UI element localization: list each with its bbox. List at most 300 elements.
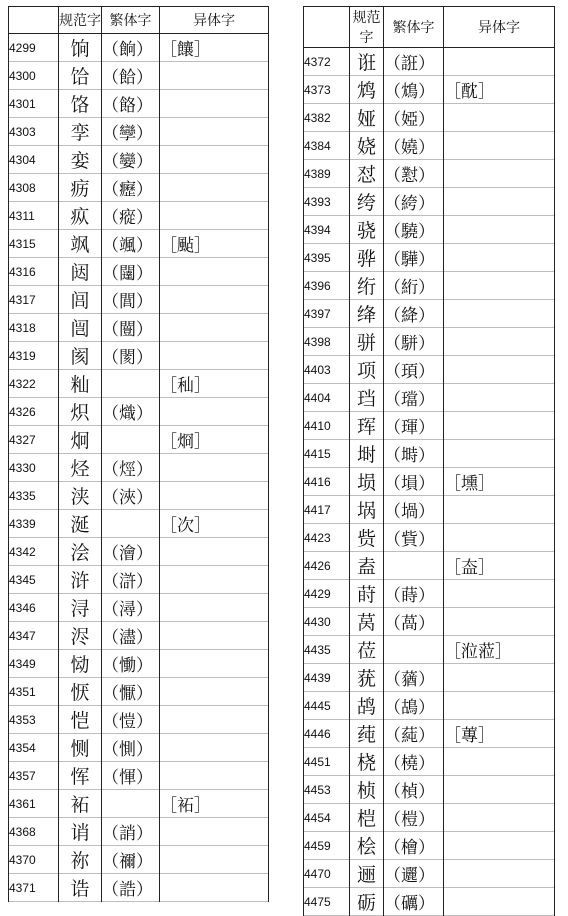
variant-char: [444, 412, 555, 440]
standard-char: 恻: [59, 734, 102, 762]
char-code: 4349: [9, 650, 59, 678]
traditional-char: （閡）: [102, 342, 160, 370]
variant-char: [160, 566, 269, 594]
char-code: 4459: [304, 832, 350, 860]
variant-char: [444, 300, 555, 328]
standard-char: 珲: [350, 412, 384, 440]
right-char-table: [303, 6, 555, 916]
traditional-char: （蒓）: [384, 720, 444, 748]
traditional-char: （慟）: [102, 650, 160, 678]
char-code: 4327: [9, 426, 59, 454]
traditional-char: （濜）: [102, 622, 160, 650]
standard-char: 飒: [59, 230, 102, 258]
char-code: 4301: [9, 90, 59, 118]
standard-char: 项: [350, 356, 384, 384]
variant-char: [160, 146, 269, 174]
char-code: 4311: [9, 202, 59, 230]
traditional-char: （誑）: [384, 48, 444, 76]
traditional-char: （堝）: [384, 496, 444, 524]
traditional-char: （餎）: [102, 90, 160, 118]
header-standard: 规范字: [350, 7, 384, 48]
standard-char: 闿: [59, 314, 102, 342]
traditional-char: （絎）: [384, 272, 444, 300]
traditional-char: [384, 636, 444, 664]
char-code: 4373: [304, 76, 350, 104]
traditional-char: （閭）: [102, 286, 160, 314]
variant-char: ［秈］: [160, 370, 269, 398]
char-code: 4342: [9, 538, 59, 566]
standard-char: 珰: [350, 384, 384, 412]
table-row: [304, 832, 555, 860]
table-row: [304, 804, 555, 832]
char-code: 4445: [304, 692, 350, 720]
variant-char: [160, 174, 269, 202]
traditional-char: （頊）: [384, 356, 444, 384]
traditional-char: （橈）: [384, 748, 444, 776]
traditional-char: （懟）: [384, 160, 444, 188]
char-code: 4357: [9, 762, 59, 790]
char-code: 4382: [304, 104, 350, 132]
standard-char: 恸: [59, 650, 102, 678]
variant-char: [160, 62, 269, 90]
standard-char: 莳: [350, 580, 384, 608]
standard-char: 埘: [350, 440, 384, 468]
traditional-char: （塒）: [384, 440, 444, 468]
table-row: [9, 230, 269, 258]
traditional-char: （惲）: [102, 762, 160, 790]
standard-char: 怼: [350, 160, 384, 188]
table-row: [304, 188, 555, 216]
table-row: [9, 790, 269, 818]
table-row: [9, 398, 269, 426]
standard-char: 绗: [350, 272, 384, 300]
header-traditional: 繁体字: [102, 7, 160, 34]
header-row: [9, 7, 269, 34]
variant-char: [444, 776, 555, 804]
traditional-char: （蒔）: [384, 580, 444, 608]
standard-char: 疭: [59, 202, 102, 230]
traditional-char: （癧）: [102, 174, 160, 202]
char-code: 4304: [9, 146, 59, 174]
variant-char: [444, 272, 555, 300]
standard-char: 阂: [59, 342, 102, 370]
standard-char: 恽: [59, 762, 102, 790]
variant-char: [160, 538, 269, 566]
char-code: 4322: [9, 370, 59, 398]
table-row: [9, 566, 269, 594]
traditional-char: （餄）: [102, 62, 160, 90]
traditional-char: （驊）: [384, 244, 444, 272]
variant-char: [444, 804, 555, 832]
table-row: [9, 538, 269, 566]
standard-char: 绔: [350, 188, 384, 216]
char-code: 4430: [304, 608, 350, 636]
variant-char: [160, 650, 269, 678]
table-row: [9, 846, 269, 874]
char-code: 4426: [304, 552, 350, 580]
char-code: 4316: [9, 258, 59, 286]
char-code: 4370: [9, 846, 59, 874]
header-code: [304, 7, 350, 48]
standard-char: 桤: [350, 804, 384, 832]
table-row: [304, 300, 555, 328]
table-row: [9, 146, 269, 174]
standard-char: 浒: [59, 566, 102, 594]
standard-char: 莸: [350, 664, 384, 692]
table-row: [304, 440, 555, 468]
table-row: [9, 286, 269, 314]
char-code: 4351: [9, 678, 59, 706]
traditional-char: （誚）: [102, 818, 160, 846]
traditional-char: （滸）: [102, 566, 160, 594]
traditional-char: （檜）: [384, 832, 444, 860]
traditional-char: （駢）: [384, 328, 444, 356]
variant-char: [160, 286, 269, 314]
standard-char: 饹: [59, 90, 102, 118]
table-row: [304, 104, 555, 132]
variant-char: [160, 482, 269, 510]
traditional-char: （孌）: [102, 146, 160, 174]
standard-char: 祢: [59, 846, 102, 874]
char-code: 4353: [9, 706, 59, 734]
traditional-char: （琿）: [384, 412, 444, 440]
char-code: 4345: [9, 566, 59, 594]
char-code: 4326: [9, 398, 59, 426]
variant-char: [160, 818, 269, 846]
table-row: [304, 384, 555, 412]
variant-char: [444, 244, 555, 272]
table-row: [9, 258, 269, 286]
traditional-char: （蕕）: [384, 664, 444, 692]
traditional-char: （貲）: [384, 524, 444, 552]
traditional-char: （鴆）: [384, 76, 444, 104]
standard-char: 诮: [59, 818, 102, 846]
char-code: 4318: [9, 314, 59, 342]
table-row: [304, 412, 555, 440]
traditional-char: （榿）: [384, 804, 444, 832]
standard-char: 桧: [350, 832, 384, 860]
standard-char: 袥: [59, 790, 102, 818]
char-code: 4416: [304, 468, 350, 496]
traditional-char: （驍）: [384, 216, 444, 244]
right-table-body: [304, 48, 555, 916]
table-row: [9, 174, 269, 202]
traditional-char: （嬈）: [384, 132, 444, 160]
table-row: [304, 692, 555, 720]
char-code: 4361: [9, 790, 59, 818]
variant-char: [444, 104, 555, 132]
variant-char: [160, 342, 269, 370]
variant-char: [160, 118, 269, 146]
char-code: 4397: [304, 300, 350, 328]
standard-char: 烃: [59, 454, 102, 482]
table-row: [9, 342, 269, 370]
standard-char: 诳: [350, 48, 384, 76]
standard-char: 娅: [350, 104, 384, 132]
variant-char: [444, 440, 555, 468]
variant-char: [444, 188, 555, 216]
table-row: [9, 594, 269, 622]
variant-char: ［颭］: [160, 230, 269, 258]
traditional-char: [102, 370, 160, 398]
char-code: 4315: [9, 230, 59, 258]
standard-char: 莅: [350, 636, 384, 664]
standard-char: 疬: [59, 174, 102, 202]
variant-char: ［酖］: [444, 76, 555, 104]
standard-char: 浍: [59, 538, 102, 566]
table-row: [9, 622, 269, 650]
char-code: 4346: [9, 594, 59, 622]
char-code: 4453: [304, 776, 350, 804]
table-row: [304, 860, 555, 888]
table-row: [9, 874, 269, 902]
variant-char: [444, 832, 555, 860]
standard-char: 逦: [350, 860, 384, 888]
variant-char: [160, 594, 269, 622]
variant-char: [444, 496, 555, 524]
char-code: 4394: [304, 216, 350, 244]
char-code: 4429: [304, 580, 350, 608]
standard-char: 孪: [59, 118, 102, 146]
standard-char: 浕: [59, 622, 102, 650]
traditional-char: （懨）: [102, 678, 160, 706]
traditional-char: （禰）: [102, 846, 160, 874]
traditional-char: （潯）: [102, 594, 160, 622]
char-code: 4395: [304, 244, 350, 272]
char-code: 4423: [304, 524, 350, 552]
traditional-char: （婭）: [384, 104, 444, 132]
table-row: [304, 608, 555, 636]
standard-char: 浔: [59, 594, 102, 622]
variant-char: ［涖蒞］: [444, 636, 555, 664]
char-code: 4308: [9, 174, 59, 202]
traditional-char: （絝）: [384, 188, 444, 216]
table-row: [304, 720, 555, 748]
standard-char: 涎: [59, 510, 102, 538]
char-code: 4303: [9, 118, 59, 146]
header-variant: 异体字: [160, 7, 269, 34]
variant-char: [444, 580, 555, 608]
variant-char: [444, 48, 555, 76]
header-standard: 规范字: [59, 7, 102, 34]
table-row: [304, 160, 555, 188]
table-row: [304, 636, 555, 664]
standard-char: 桢: [350, 776, 384, 804]
table-row: [304, 524, 555, 552]
standard-char: 炽: [59, 398, 102, 426]
standard-char: 桡: [350, 748, 384, 776]
standard-char: 骅: [350, 244, 384, 272]
traditional-char: （孿）: [102, 118, 160, 146]
variant-char: [160, 202, 269, 230]
standard-char: 恺: [59, 706, 102, 734]
char-code: 4417: [304, 496, 350, 524]
char-code: 4398: [304, 328, 350, 356]
char-code: 4475: [304, 888, 350, 916]
table-row: [9, 62, 269, 90]
standard-char: 闾: [59, 286, 102, 314]
table-row: [9, 510, 269, 538]
char-code: 4393: [304, 188, 350, 216]
char-code: 4335: [9, 482, 59, 510]
standard-char: 诰: [59, 874, 102, 902]
standard-char: 娈: [59, 146, 102, 174]
char-code: 4454: [304, 804, 350, 832]
standard-char: 莴: [350, 608, 384, 636]
char-code: 4451: [304, 748, 350, 776]
variant-char: [160, 90, 269, 118]
table-row: [304, 776, 555, 804]
char-code: 4347: [9, 622, 59, 650]
table-row: [304, 76, 555, 104]
standard-char: 饷: [59, 34, 102, 62]
char-code: 4371: [9, 874, 59, 902]
traditional-char: （塤）: [384, 468, 444, 496]
table-row: [9, 482, 269, 510]
standard-char: 娆: [350, 132, 384, 160]
variant-char: [160, 398, 269, 426]
char-code: 4446: [304, 720, 350, 748]
standard-char: 饸: [59, 62, 102, 90]
table-row: [304, 664, 555, 692]
traditional-char: （絳）: [384, 300, 444, 328]
traditional-char: （餉）: [102, 34, 160, 62]
char-code: 4300: [9, 62, 59, 90]
traditional-char: （闓）: [102, 314, 160, 342]
char-code: 4470: [304, 860, 350, 888]
char-code: 4403: [304, 356, 350, 384]
traditional-char: （誥）: [102, 874, 160, 902]
table-row: [9, 706, 269, 734]
table-row: [304, 272, 555, 300]
variant-char: [160, 706, 269, 734]
variant-char: [160, 734, 269, 762]
standard-char: 埙: [350, 468, 384, 496]
char-code: 4389: [304, 160, 350, 188]
table-row: [304, 48, 555, 76]
standard-char: 籼: [59, 370, 102, 398]
traditional-char: [102, 510, 160, 538]
variant-char: [160, 846, 269, 874]
char-code: 4415: [304, 440, 350, 468]
variant-char: ［袥］: [160, 790, 269, 818]
table-row: [304, 468, 555, 496]
standard-char: 骁: [350, 216, 384, 244]
variant-char: [444, 524, 555, 552]
variant-char: [160, 762, 269, 790]
variant-char: ［蓴］: [444, 720, 555, 748]
header-row: [304, 7, 555, 48]
variant-char: ［盇］: [444, 552, 555, 580]
traditional-char: （浹）: [102, 482, 160, 510]
char-code: 4368: [9, 818, 59, 846]
variant-char: [444, 384, 555, 412]
table-row: [9, 426, 269, 454]
variant-char: [444, 692, 555, 720]
variant-char: ［次］: [160, 510, 269, 538]
table-row: [304, 552, 555, 580]
table-row: [9, 650, 269, 678]
traditional-char: （邐）: [384, 860, 444, 888]
standard-char: 赀: [350, 524, 384, 552]
standard-char: 砺: [350, 888, 384, 916]
traditional-char: （鴣）: [384, 692, 444, 720]
traditional-char: [384, 552, 444, 580]
traditional-char: （颯）: [102, 230, 160, 258]
variant-char: [444, 356, 555, 384]
traditional-char: （澮）: [102, 538, 160, 566]
variant-char: ［壎］: [444, 468, 555, 496]
table-row: [304, 216, 555, 244]
traditional-char: [102, 426, 160, 454]
traditional-char: （烴）: [102, 454, 160, 482]
variant-char: [160, 314, 269, 342]
standard-char: 鸩: [350, 76, 384, 104]
variant-char: [444, 160, 555, 188]
char-code: 4339: [9, 510, 59, 538]
variant-char: [444, 748, 555, 776]
char-code: 4404: [304, 384, 350, 412]
standard-char: 盍: [350, 552, 384, 580]
char-code: 4354: [9, 734, 59, 762]
table-row: [9, 202, 269, 230]
char-code: 4435: [304, 636, 350, 664]
variant-char: ［烱］: [160, 426, 269, 454]
char-code: 4317: [9, 286, 59, 314]
traditional-char: （萵）: [384, 608, 444, 636]
standard-char: 莼: [350, 720, 384, 748]
table-row: [304, 748, 555, 776]
header-code: [9, 7, 59, 34]
header-variant: 异体字: [444, 7, 555, 48]
variant-char: [160, 622, 269, 650]
variant-char: [444, 888, 555, 916]
variant-char: ［饟］: [160, 34, 269, 62]
table-row: [9, 762, 269, 790]
table-row: [9, 90, 269, 118]
char-code: 4384: [304, 132, 350, 160]
traditional-char: （闥）: [102, 258, 160, 286]
table-row: [304, 328, 555, 356]
table-row: [304, 244, 555, 272]
standard-char: 鸪: [350, 692, 384, 720]
standard-char: 绛: [350, 300, 384, 328]
traditional-char: （愷）: [102, 706, 160, 734]
char-code: 4372: [304, 48, 350, 76]
char-code: 4319: [9, 342, 59, 370]
header-traditional: 繁体字: [384, 7, 444, 48]
left-char-table: [8, 6, 269, 902]
variant-char: [160, 454, 269, 482]
standard-char: 恹: [59, 678, 102, 706]
traditional-char: （礪）: [384, 888, 444, 916]
table-row: [9, 118, 269, 146]
char-code: 4439: [304, 664, 350, 692]
char-code: 4410: [304, 412, 350, 440]
traditional-char: （惻）: [102, 734, 160, 762]
standard-char: 骈: [350, 328, 384, 356]
variant-char: [160, 874, 269, 902]
traditional-char: （熾）: [102, 398, 160, 426]
table-row: [9, 454, 269, 482]
char-code: 4396: [304, 272, 350, 300]
table-row: [9, 734, 269, 762]
left-table-body: [9, 34, 269, 902]
table-row: [9, 34, 269, 62]
traditional-char: （楨）: [384, 776, 444, 804]
standard-char: 炯: [59, 426, 102, 454]
traditional-char: （璫）: [384, 384, 444, 412]
